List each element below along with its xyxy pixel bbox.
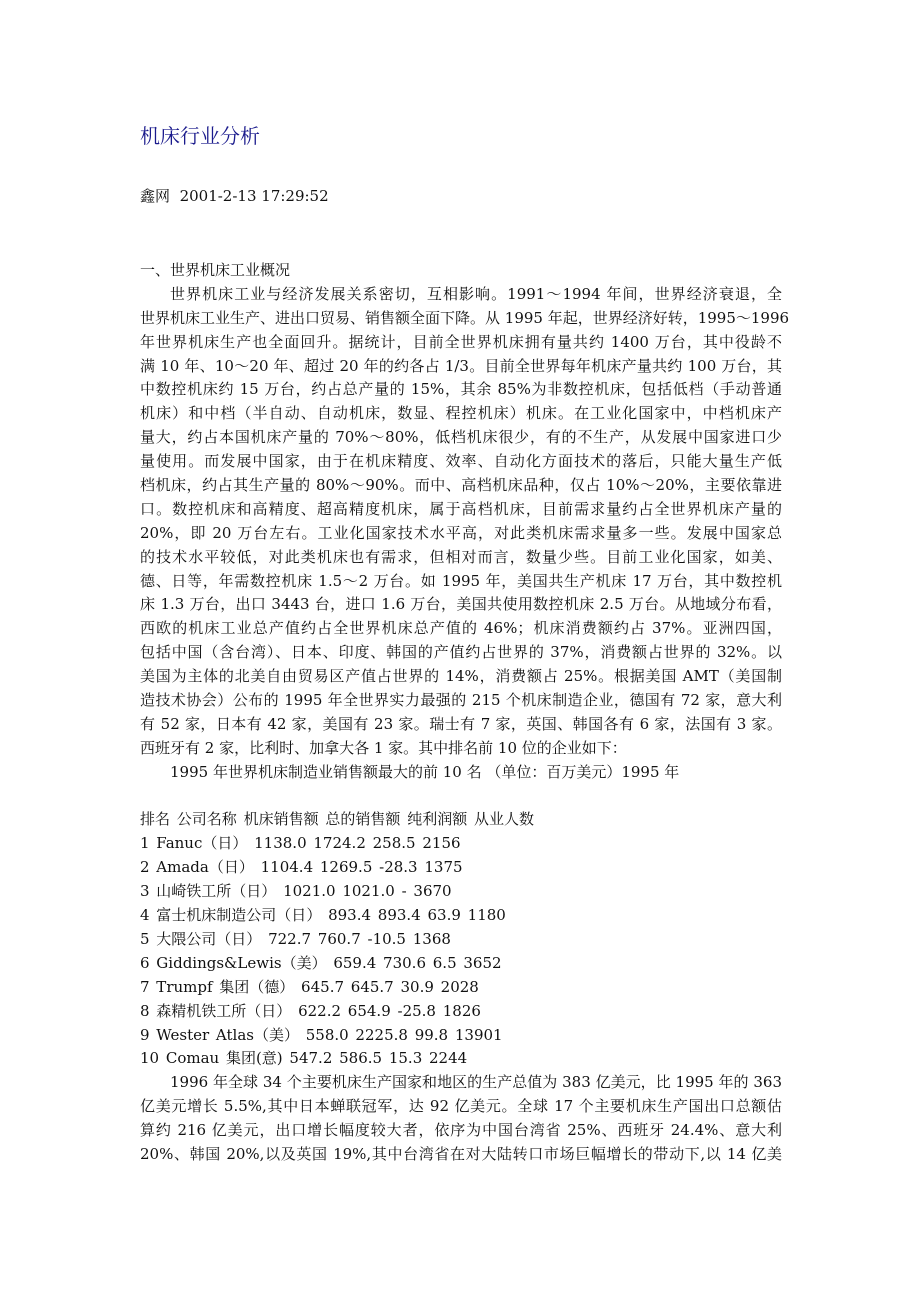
table-row: 2 Amada（日） 1104.4 1269.5 -28.3 1375 bbox=[140, 858, 463, 877]
paragraph-line: 20%，即 20 万台左右。工业化国家技术水平高，对此类机床需求量多一些。发展中国家总 bbox=[140, 523, 782, 542]
paragraph-line: 机床）和中档（半自动、自动机床，数显、程控机床）机床。在工业化国家中，中档机床产 bbox=[140, 404, 782, 423]
table-row: 7 Trumpf 集团（德） 645.7 645.7 30.9 2028 bbox=[140, 977, 479, 996]
article-title: 机床行业分析 bbox=[140, 124, 260, 148]
paragraph-line: 的技术水平较低，对此类机床也有需求，但相对而言，数量少些。目前工业化国家，如美、 bbox=[140, 547, 782, 566]
table-row: 10 Comau 集团(意) 547.2 586.5 15.3 2244 bbox=[140, 1049, 468, 1068]
paragraph-1 bbox=[140, 283, 790, 761]
paragraph-line: 量大，约占本国机床产量的 70%～80%，低档机床很少，有的不生产，从发展中国家进口少 bbox=[140, 428, 782, 447]
header-rank: 排名 bbox=[140, 810, 171, 829]
header-employees: 从业人数 bbox=[473, 810, 534, 829]
paragraph-line: 西欧的机床工业总产值约占全世界机床总产值的 46%；机床消费额约占 37%。亚洲四国， bbox=[140, 619, 782, 638]
paragraph-line: 世界机床工业与经济发展关系密切，互相影响。1991～1994 年间，世界经济衰退，全 bbox=[170, 284, 782, 303]
paragraph-line: 西班牙有 2 家，比利时、加拿大各 1 家。其中排名前 10 位的企业如下： bbox=[140, 738, 627, 757]
table-header-row bbox=[140, 808, 782, 832]
article-meta bbox=[140, 186, 329, 206]
table-row: 3 山崎铁工所（日） 1021.0 1021.0 - 3670 bbox=[140, 882, 452, 901]
paragraph-line: 造技术协会）公布的 1995 年全世界实力最强的 215 个机床制造企业，德国有 72 家，意大利 bbox=[140, 691, 782, 710]
article-source: 鑫网 bbox=[140, 187, 171, 205]
paragraph-line: 口。数控机床和高精度、超高精度机床，属于高档机床，目前需求量约占全世界机床产量的 bbox=[140, 499, 782, 518]
table-row: 9 Wester Atlas（美） 558.0 2225.8 99.8 13901 bbox=[140, 1025, 503, 1044]
table-caption: 1995 年世界机床制造业销售额最大的前 10 名 （单位：百万美元）1995 年 bbox=[170, 762, 680, 781]
blank-line bbox=[140, 785, 782, 809]
paragraph-line: 床 1.3 万台，出口 3443 台，进口 1.6 万台，美国共使用数控机床 2.5 万台。从地域分布看， bbox=[140, 595, 782, 614]
header-company: 公司名称 bbox=[176, 810, 237, 829]
table-row: 5 大隈公司（日） 722.7 760.7 -10.5 1368 bbox=[140, 929, 451, 948]
paragraph-line: 档机床，约占其生产量的 80%～90%。而中、高档机床品种，仅占 10%～20%，主要依靠进 bbox=[140, 476, 782, 495]
section-heading: 一、世界机床工业概况 bbox=[140, 261, 291, 279]
paragraph-line: 德、日等，年需数控机床 1.5～2 万台。如 1995 年，美国共生产机床 17 万台，其中数控机 bbox=[140, 571, 782, 590]
paragraph-line: 满 10 年、10～20 年、超过 20 年的约各占 1/3。目前全世界每年机床产量共约 100 万台，其 bbox=[140, 356, 782, 375]
paragraph-line: 美国为主体的北美自由贸易区产值占世界的 14%，消费额占 25%。根据美国 AMT（美国制 bbox=[140, 667, 782, 686]
table-row: 6 Giddings&Lewis（美） 659.4 730.6 6.5 3652 bbox=[140, 953, 502, 972]
header-total-sales: 总的销售额 bbox=[325, 810, 401, 829]
paragraph-line: 有 52 家，日本有 42 家，美国有 23 家。瑞士有 7 家，英国、韩国各有 6 家，法国有 3 家。 bbox=[140, 714, 782, 733]
ranking-table bbox=[140, 808, 782, 1071]
paragraph-line: 1996 年全球 34 个主要机床生产国家和地区的生产总值为 383 亿美元，比 1995 年的 363 bbox=[170, 1073, 782, 1092]
table-row: 8 森精机铁工所（日） 622.2 654.9 -25.8 1826 bbox=[140, 1001, 481, 1020]
header-machine-sales: 机床销售额 bbox=[243, 810, 319, 829]
paragraph-line: 20%、韩国 20%,以及英国 19%,其中台湾省在对大陆转口市场巨幅增长的带动下,以 14 亿美 bbox=[140, 1144, 782, 1163]
table-row: 4 富士机床制造公司（日） 893.4 893.4 63.9 1180 bbox=[140, 906, 506, 925]
article-datetime: 2001-2-13 17:29:52 bbox=[179, 187, 329, 205]
paragraph-line: 算约 216 亿美元，出口增长幅度较大者，依序为中国台湾省 25%、西班牙 24.4%、意大利 bbox=[140, 1121, 782, 1140]
paragraph-line: 亿美元增长 5.5%,其中日本蝉联冠军，达 92 亿美元。全球 17 个主要机床生产国出口总额估 bbox=[140, 1097, 782, 1116]
paragraph-line: 年世界机床生产也全面回升。据统计，目前全世界机床拥有量共约 1400 万台，其中役龄不 bbox=[140, 332, 782, 351]
article-body bbox=[140, 259, 790, 1167]
paragraph-line: 包括中国（含台湾）、日本、印度、韩国的产值约占世界的 37%，消费额占世界的 32%。以 bbox=[140, 643, 782, 662]
paragraph-line: 中数控机床约 15 万台，约占总产量的 15%，其余 85%为非数控机床，包括低档（手动普通 bbox=[140, 380, 782, 399]
paragraph-line: 量使用。而发展中国家，由于在机床精度、效率、自动化方面技术的落后，只能大量生产低 bbox=[140, 452, 782, 471]
paragraph-2 bbox=[140, 1071, 782, 1167]
header-net-profit: 纯利润额 bbox=[407, 810, 468, 829]
table-row: 1 Fanuc（日） 1138.0 1724.2 258.5 2156 bbox=[140, 834, 461, 853]
paragraph-line: 世界机床工业生产、进出口贸易、销售额全面下降。从 1995 年起，世界经济好转，1995～1996 bbox=[140, 308, 790, 327]
